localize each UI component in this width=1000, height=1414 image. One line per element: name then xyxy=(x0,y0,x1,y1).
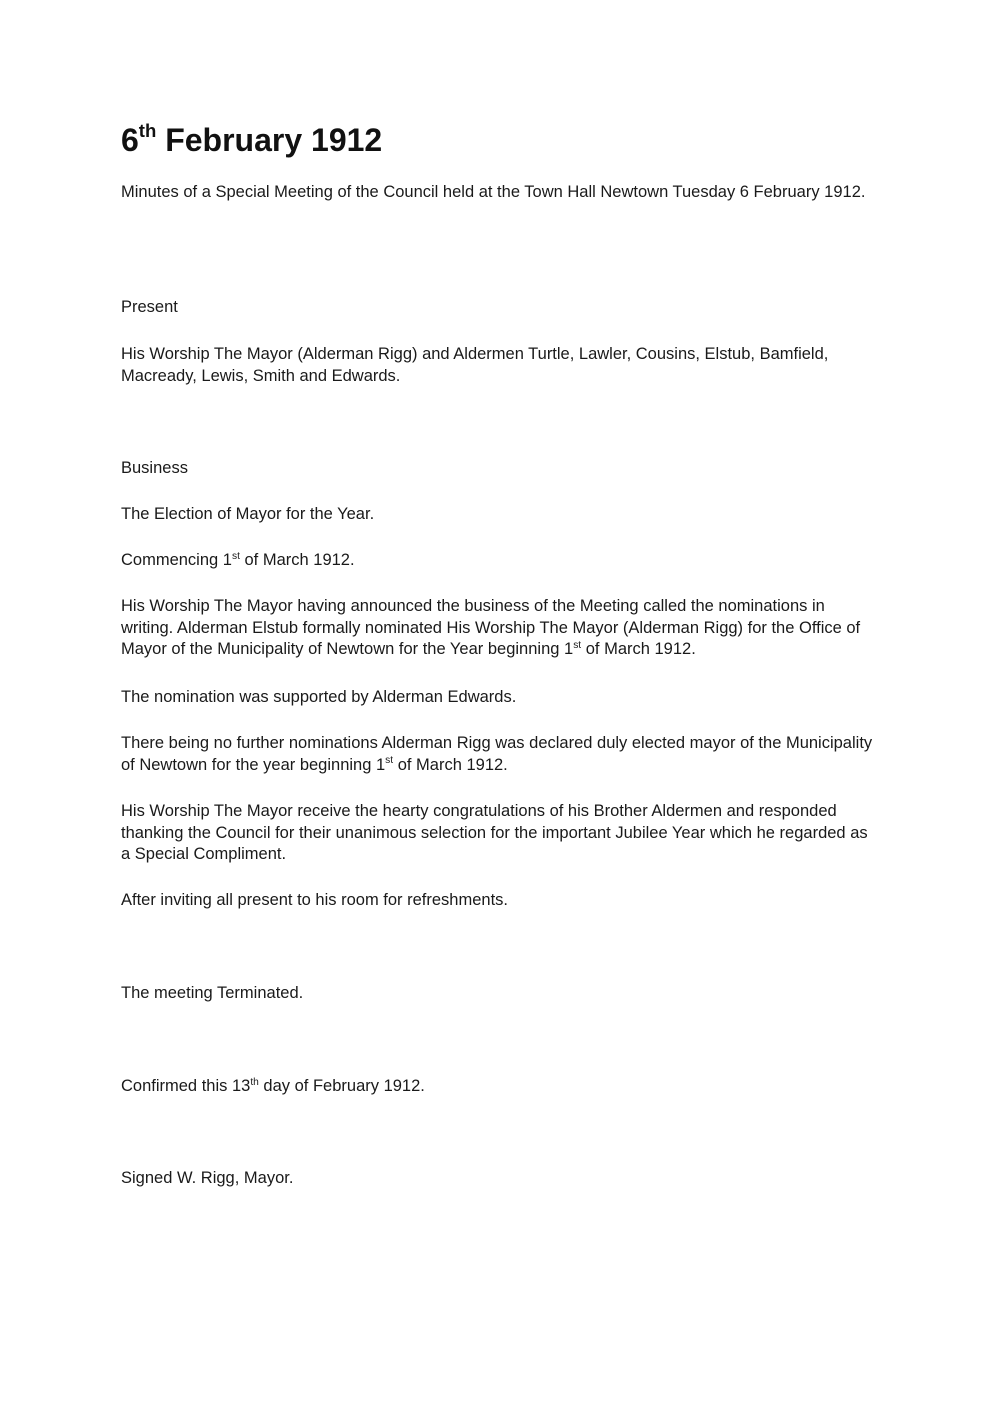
nomination-text: His Worship The Mayor having announced the business of the Meeting called the nominations in writing. Alderman Elstub formally nominated His Worship The Mayor (Alderman Rigg) for the Office of Mayor of the Municipality of Newtown for the Year beginning 1 xyxy=(121,597,861,658)
terminated-paragraph: The meeting Terminated. xyxy=(121,984,304,1002)
congratulations-paragraph: His Worship The Mayor receive the hearty congratulations of his Brother Aldermen and responded thanking the Council for their unanimous selection for the important Jubilee Year which he regarded as a Special Compliment. xyxy=(121,802,868,863)
present-label: Present xyxy=(121,298,178,316)
intro-paragraph: Minutes of a Special Meeting of the Council held at the Town Hall Newtown Tuesday 6 February 1912. xyxy=(121,183,866,201)
confirmed-paragraph xyxy=(121,1076,881,1098)
election-item: The Election of Mayor for the Year. xyxy=(121,505,375,523)
page-title xyxy=(121,120,382,160)
declared-text-end: of March 1912. xyxy=(393,755,508,774)
title-day: 6 xyxy=(121,122,139,158)
business-label: Business xyxy=(121,459,188,477)
confirmed-text-end: day of February 1912. xyxy=(258,1077,425,1095)
title-day-suffix: th xyxy=(138,120,157,142)
supported-paragraph: The nomination was supported by Alderman Edwards. xyxy=(121,688,517,706)
declared-suffix: st xyxy=(385,755,394,767)
title-month-year: February 1912 xyxy=(156,122,383,158)
refreshments-paragraph: After inviting all present to his room for refreshments. xyxy=(121,891,508,909)
commencing-text-end: of March 1912. xyxy=(239,551,355,569)
nomination-suffix: st xyxy=(573,639,582,651)
declared-paragraph xyxy=(121,733,881,776)
confirmed-text: Confirmed this 13 xyxy=(121,1077,251,1095)
commencing-suffix: st xyxy=(231,550,240,562)
confirmed-suffix: th xyxy=(250,1076,259,1088)
commencing-paragraph xyxy=(121,550,881,572)
declared-text: There being no further nominations Alderman Rigg was declared duly elected mayor of the Municipality of Newtown for the year beginning 1 xyxy=(121,734,873,774)
nomination-paragraph xyxy=(121,596,881,661)
commencing-text: Commencing 1 xyxy=(121,551,232,569)
signature-line: Signed W. Rigg, Mayor. xyxy=(121,1169,294,1187)
nomination-text-end: of March 1912. xyxy=(581,640,696,658)
present-list: His Worship The Mayor (Alderman Rigg) and Aldermen Turtle, Lawler, Cousins, Elstub, Bamfield, Macready, Lewis, Smith and Edwards. xyxy=(121,345,829,385)
